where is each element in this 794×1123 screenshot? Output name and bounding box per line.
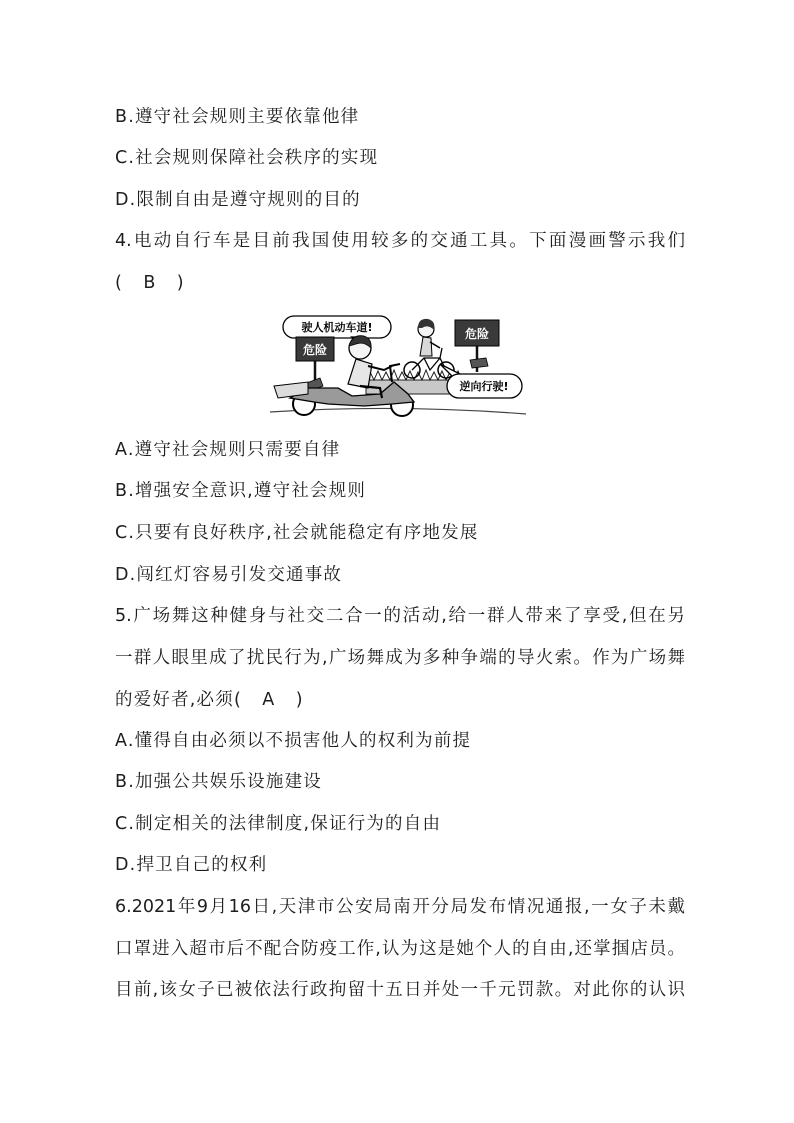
man-body (348, 359, 372, 388)
q5-stem-line-2: 一群人眼里成了扰民行为,广场舞成为多种争端的导火索。作为广场舞 (115, 648, 685, 668)
q3-option-b: B.遵守社会规则主要依靠他律 (115, 107, 360, 127)
q5-stem-line-3: 的爱好者,必须( A ) (115, 690, 304, 710)
q5-stem-line-1: 5.广场舞这种健身与社交二合一的活动,给一群人带来了享受,但在另 (115, 606, 685, 626)
q4-answer: ( B ) (115, 273, 185, 293)
q5-option-b: B.加强公共娱乐设施建设 (115, 772, 322, 792)
q3-option-c: C.社会规则保障社会秩序的实现 (115, 148, 379, 168)
woman-body (420, 337, 432, 356)
q6-stem-line-2: 口罩进入超市后不配合防疫工作,认为这是她个人的自由,还掌掴店员。 (115, 939, 685, 959)
q4-option-d: D.闯红灯容易引发交通事故 (115, 565, 343, 585)
q4-stem: 4.电动自行车是目前我国使用较多的交通工具。下面漫画警示我们 (115, 231, 685, 251)
q3-option-d: D.限制自由是遵守规则的目的 (115, 190, 361, 210)
q5-option-d: D.捍卫自己的权利 (115, 855, 268, 875)
traffic-cartoon (268, 308, 528, 422)
q4-option-a: A.遵守社会规则只需要自律 (115, 440, 341, 460)
speech-bubble-right-text: 逆向行驶! (459, 380, 509, 393)
hand-right-icon (470, 358, 488, 368)
warning-sign-left-text: 危险 (302, 343, 328, 357)
q4-option-c: C.只要有良好秩序,社会就能稳定有序地发展 (115, 523, 479, 543)
speech-bubble-left-text: 驶人机动车道! (301, 321, 373, 334)
warning-sign-right-text: 危险 (464, 327, 490, 341)
q5-option-c: C.制定相关的法律制度,保证行为的自由 (115, 814, 442, 834)
q6-stem-line-1: 6.2021年9月16日,天津市公安局南开分局发布情况通报,一女子未戴 (115, 897, 685, 917)
q5-option-a: A.懂得自由必须以不损害他人的权利为前提 (115, 731, 472, 751)
q4-option-b: B.增强安全意识,遵守社会规则 (115, 481, 367, 501)
q6-stem-line-3: 目前,该女子已被依法行政拘留十五日并处一千元罚款。对此你的认识 (115, 980, 685, 1000)
